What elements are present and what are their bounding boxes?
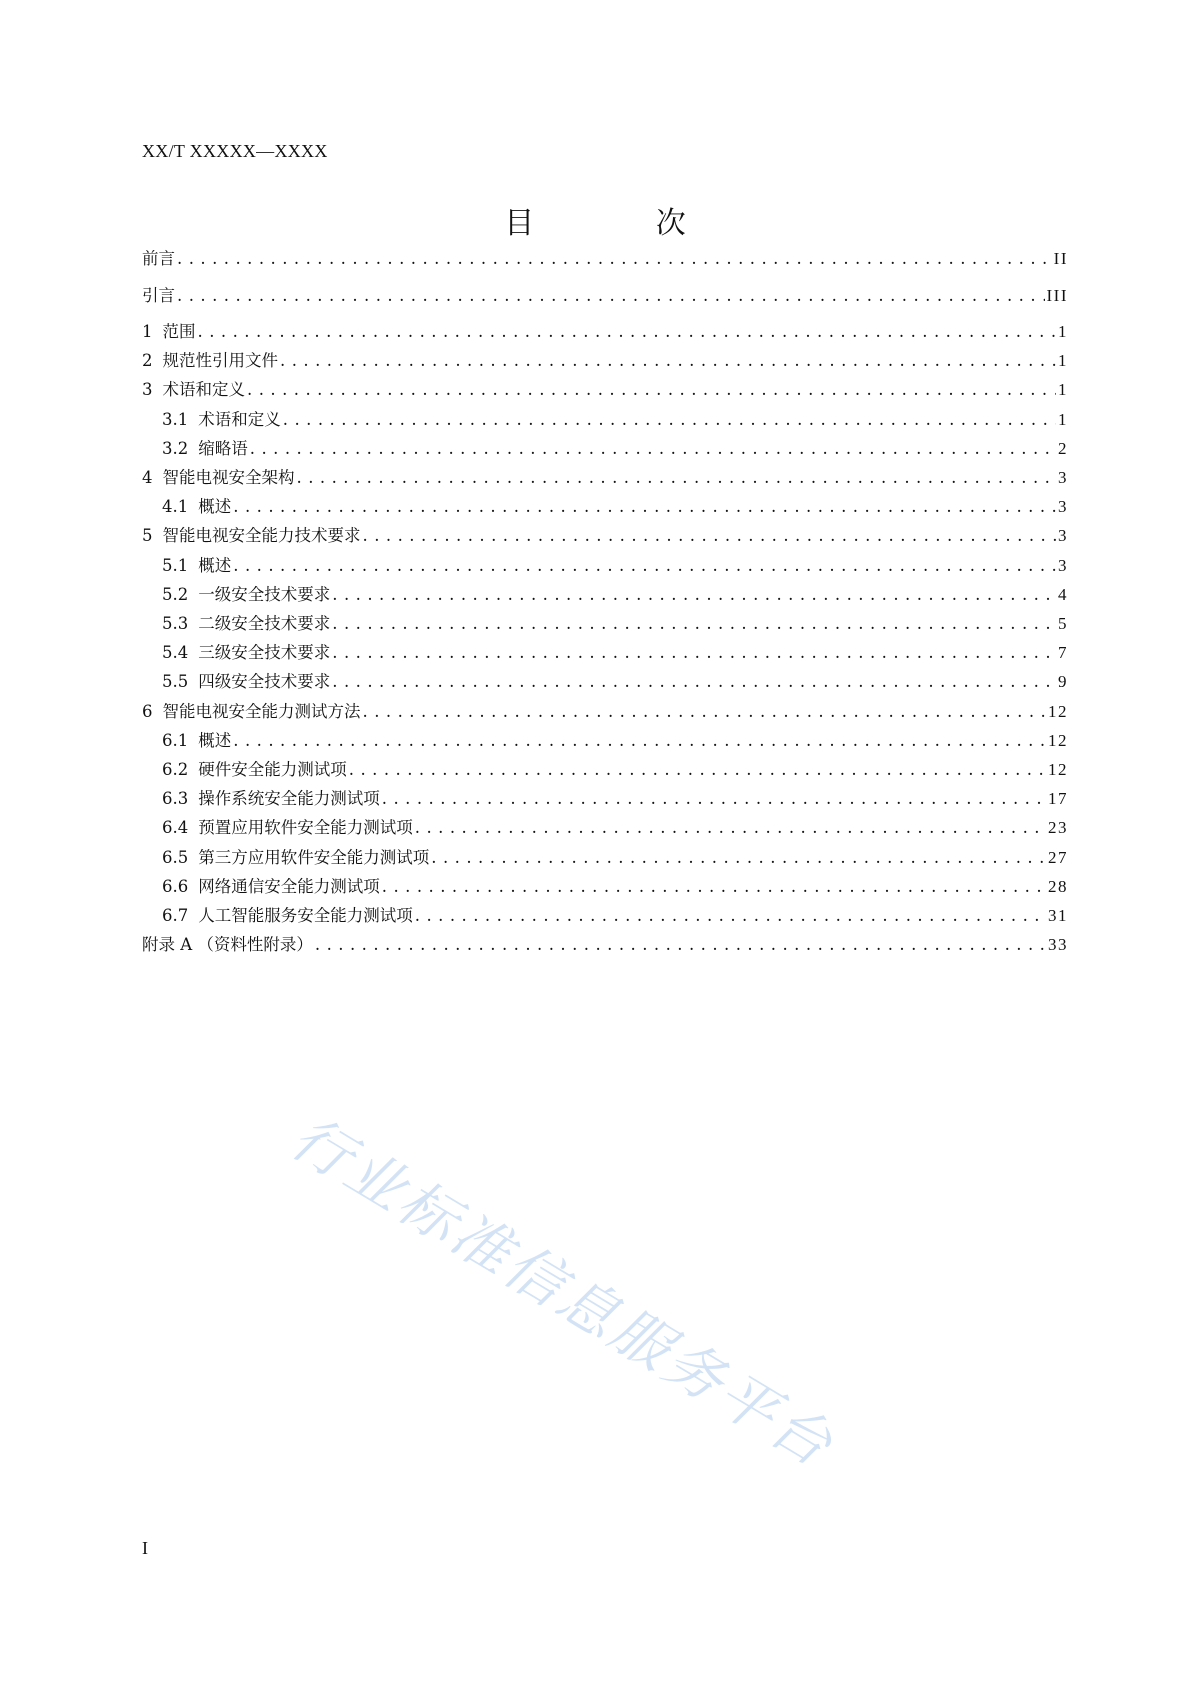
toc-entry-page: 12 <box>1048 760 1068 779</box>
toc-entry-label: 四级安全技术要求 <box>198 672 331 692</box>
toc-entry[interactable] <box>162 874 1068 898</box>
toc-dot-leader <box>233 555 1056 577</box>
toc-entry-page: 31 <box>1048 906 1068 925</box>
toc-entry-number: 6 <box>142 701 153 721</box>
toc-entry-label: 术语和定义 <box>162 380 245 400</box>
toc-entry-label: 概述 <box>198 555 232 575</box>
toc-entry-label: 缩略语 <box>198 438 248 458</box>
toc-entry-number: 5.5 <box>162 672 189 692</box>
toc-entry-label: 一级安全技术要求 <box>198 584 331 604</box>
toc-entry-label: 操作系统安全能力测试项 <box>198 789 380 809</box>
toc-dot-leader <box>332 642 1056 664</box>
toc-entry-number: 2 <box>142 351 153 371</box>
toc-entry-label: 概述 <box>198 730 232 750</box>
toc-entry-label: 人工智能服务安全能力测试项 <box>198 906 413 925</box>
toc-entry-page: 3 <box>1058 468 1068 487</box>
toc-entry-label: 二级安全技术要求 <box>198 614 331 633</box>
toc-entry-label: 附录 A （资料性附录） <box>142 935 313 955</box>
toc-entry-number: 6.4 <box>162 818 189 838</box>
toc-entry[interactable] <box>142 283 1068 307</box>
toc-entry[interactable] <box>162 815 1068 839</box>
toc-entry-page: 1 <box>1058 351 1068 371</box>
toc-entry[interactable] <box>162 728 1068 752</box>
toc-entry-number: 3.2 <box>162 438 189 458</box>
toc-dot-leader <box>233 496 1056 518</box>
toc-entry-page: 3 <box>1058 526 1068 546</box>
toc-dot-leader <box>177 248 1052 270</box>
toc-entry-page: 12 <box>1048 730 1068 750</box>
toc-entry-page: III <box>1046 286 1068 305</box>
toc-entry-label: 预置应用软件安全能力测试项 <box>198 818 413 838</box>
toc-entry[interactable] <box>162 757 1068 781</box>
toc-entry-number: 3 <box>142 380 153 400</box>
toc-entry-label: 术语和定义 <box>198 409 281 429</box>
toc-entry-page: 5 <box>1058 614 1068 633</box>
toc-entry[interactable] <box>142 348 1068 372</box>
toc-dot-leader <box>382 876 1046 898</box>
toc-entry-page: 7 <box>1058 643 1068 663</box>
toc-entry-label: 范围 <box>162 322 196 341</box>
toc-dot-leader <box>349 759 1046 781</box>
toc-entry-label: 智能电视安全能力技术要求 <box>162 526 361 546</box>
toc-entry[interactable] <box>142 932 1068 956</box>
toc-dot-leader <box>233 730 1046 752</box>
toc-dot-leader <box>431 847 1046 869</box>
toc-entry[interactable] <box>142 523 1068 547</box>
toc-entry-page: 3 <box>1058 555 1068 575</box>
toc-dot-leader <box>332 671 1056 693</box>
toc-entry-page: 28 <box>1048 876 1068 896</box>
toc-entry[interactable] <box>142 319 1068 343</box>
document-code: XX/T XXXXX—XXXX <box>142 141 328 161</box>
toc-entry-number: 6.7 <box>162 906 189 925</box>
toc-entry-number: 6.3 <box>162 789 189 809</box>
toc-entry[interactable] <box>142 246 1068 270</box>
toc-dot-leader <box>283 409 1056 431</box>
toc-entry-number: 4 <box>142 468 153 487</box>
toc-entry-label: 前言 <box>142 249 175 268</box>
toc-entry-label: 网络通信安全能力测试项 <box>198 876 380 896</box>
toc-entry-number: 5.4 <box>162 643 189 663</box>
toc-entry[interactable] <box>162 640 1068 664</box>
toc-entry-page: 12 <box>1048 701 1068 721</box>
toc-dot-leader <box>363 525 1057 547</box>
toc-entry[interactable] <box>162 611 1068 635</box>
toc-entry-number: 6.1 <box>162 730 189 750</box>
toc-entry-label: 第三方应用软件安全能力测试项 <box>198 847 430 867</box>
toc-entry-page: 3 <box>1058 497 1068 517</box>
toc-dot-leader <box>332 584 1056 606</box>
toc-entry-label: 智能电视安全能力测试方法 <box>162 701 361 721</box>
toc-entry-number: 5 <box>142 526 153 546</box>
toc-entry-number: 6.5 <box>162 847 189 867</box>
toc-entry[interactable] <box>142 699 1068 723</box>
toc-entry[interactable] <box>142 377 1068 401</box>
toc-entry-number: 3.1 <box>162 409 189 429</box>
toc-entry-number: 6.2 <box>162 760 189 779</box>
toc-entry[interactable] <box>162 669 1068 693</box>
toc-entry-number: 4.1 <box>162 497 189 517</box>
toc-entry-number: 1 <box>142 322 153 341</box>
page-number: I <box>142 1538 148 1558</box>
toc-dot-leader <box>415 817 1046 839</box>
toc-entry-page: 1 <box>1058 322 1068 341</box>
toc-entry-page: 4 <box>1058 584 1068 604</box>
toc-dot-leader <box>415 905 1046 927</box>
toc-entry-number: 5.3 <box>162 614 189 633</box>
toc-entry-page: II <box>1053 249 1068 268</box>
toc-entry-page: 33 <box>1048 935 1068 955</box>
toc-entry[interactable] <box>162 553 1068 577</box>
toc-entry-label: 硬件安全能力测试项 <box>198 760 347 779</box>
toc-title: 目 次 <box>504 206 742 241</box>
toc-entry[interactable] <box>162 407 1068 431</box>
toc-entry[interactable] <box>142 465 1068 489</box>
toc-entry-number: 6.6 <box>162 876 189 896</box>
toc-entry-page: 23 <box>1048 818 1068 838</box>
toc-entry-label: 规范性引用文件 <box>162 351 278 371</box>
toc-dot-leader <box>247 379 1056 401</box>
toc-dot-leader <box>198 321 1057 343</box>
toc-dot-leader <box>363 701 1047 723</box>
toc-dot-leader <box>332 613 1056 635</box>
toc-entry-page: 17 <box>1048 789 1068 809</box>
toc-entry[interactable] <box>162 903 1068 927</box>
toc-entry[interactable] <box>162 845 1068 869</box>
toc-entry-label: 三级安全技术要求 <box>198 643 331 663</box>
toc-dot-leader <box>250 438 1056 460</box>
toc-dot-leader <box>315 934 1046 956</box>
toc-entry[interactable] <box>162 786 1068 810</box>
toc-entry-label: 引言 <box>142 286 175 305</box>
toc-entry-page: 1 <box>1058 409 1068 429</box>
toc-entry[interactable] <box>162 582 1068 606</box>
toc-entry-label: 概述 <box>198 497 232 517</box>
toc-entry-label: 智能电视安全架构 <box>162 468 295 487</box>
toc-entry-page: 9 <box>1058 672 1068 692</box>
toc-entry-page: 27 <box>1048 847 1068 867</box>
toc-dot-leader <box>382 788 1046 810</box>
toc-entry-page: 2 <box>1058 438 1068 458</box>
toc-dot-leader <box>280 350 1056 372</box>
toc-entry[interactable] <box>162 436 1068 460</box>
toc-entry[interactable] <box>162 494 1068 518</box>
toc-entry-page: 1 <box>1058 380 1068 400</box>
toc-entry-number: 5.2 <box>162 584 189 604</box>
watermark: 行业标准信息服务平台 <box>279 1103 847 1481</box>
toc-entry-number: 5.1 <box>162 555 189 575</box>
toc-dot-leader <box>297 467 1057 489</box>
toc-dot-leader <box>177 285 1045 307</box>
